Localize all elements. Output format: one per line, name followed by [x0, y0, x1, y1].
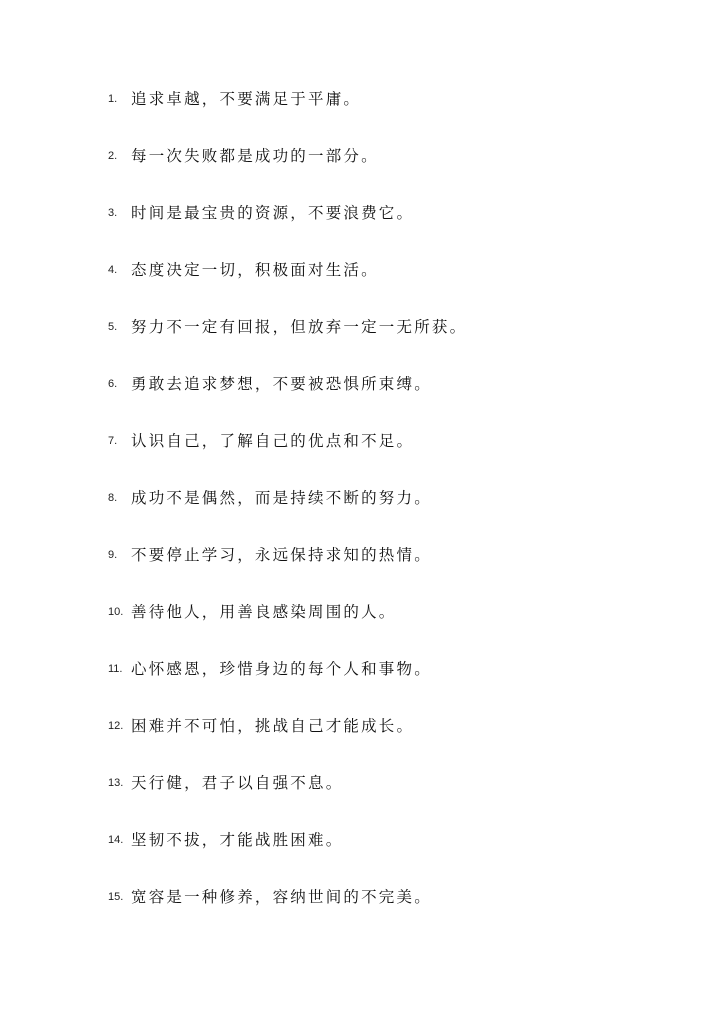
item-text: 每一次失败都是成功的一部分。	[131, 147, 379, 165]
item-number: 3.	[108, 207, 118, 219]
item-number: 7.	[108, 435, 118, 447]
item-number: 8.	[108, 492, 118, 504]
item-number: 11.	[108, 663, 123, 675]
list-item	[108, 199, 467, 256]
item-text: 不要停止学习，永远保持求知的热情。	[131, 546, 432, 564]
item-number: 12.	[108, 720, 124, 732]
list-item	[108, 541, 467, 598]
item-text: 追求卓越，不要满足于平庸。	[131, 90, 362, 108]
list-item	[108, 712, 467, 769]
list-item	[108, 826, 467, 883]
list-item	[108, 883, 467, 940]
item-number: 1.	[108, 93, 118, 105]
item-text: 努力不一定有回报，但放弃一定一无所获。	[131, 318, 468, 336]
item-number: 6.	[108, 378, 118, 390]
item-text: 勇敢去追求梦想，不要被恐惧所束缚。	[131, 375, 432, 393]
item-text: 坚韧不拔，才能战胜困难。	[131, 831, 344, 849]
list-item	[108, 655, 467, 712]
item-text: 善待他人，用善良感染周围的人。	[131, 603, 397, 621]
list-item	[108, 598, 467, 655]
item-text: 成功不是偶然，而是持续不断的努力。	[131, 489, 432, 507]
item-number: 9.	[108, 549, 118, 561]
item-text: 时间是最宝贵的资源，不要浪费它。	[131, 204, 415, 222]
item-number: 2.	[108, 150, 118, 162]
item-number: 13.	[108, 777, 124, 789]
item-number: 15.	[108, 891, 124, 903]
item-number: 14.	[108, 834, 124, 846]
item-text: 态度决定一切，积极面对生活。	[131, 261, 379, 279]
item-text: 心怀感恩，珍惜身边的每个人和事物。	[131, 660, 432, 678]
list-item	[108, 256, 467, 313]
list-item	[108, 484, 467, 541]
item-text: 宽容是一种修养，容纳世间的不完美。	[131, 888, 432, 906]
item-number: 10.	[108, 606, 124, 618]
item-text: 天行健，君子以自强不息。	[131, 774, 344, 792]
list-item	[108, 769, 467, 826]
numbered-list	[108, 85, 467, 940]
item-number: 4.	[108, 264, 118, 276]
item-text: 困难并不可怕，挑战自己才能成长。	[131, 717, 415, 735]
item-text: 认识自己，了解自己的优点和不足。	[131, 432, 415, 450]
list-item	[108, 370, 467, 427]
list-item	[108, 427, 467, 484]
list-item	[108, 142, 467, 199]
item-number: 5.	[108, 321, 118, 333]
list-item	[108, 85, 467, 142]
list-item	[108, 313, 467, 370]
